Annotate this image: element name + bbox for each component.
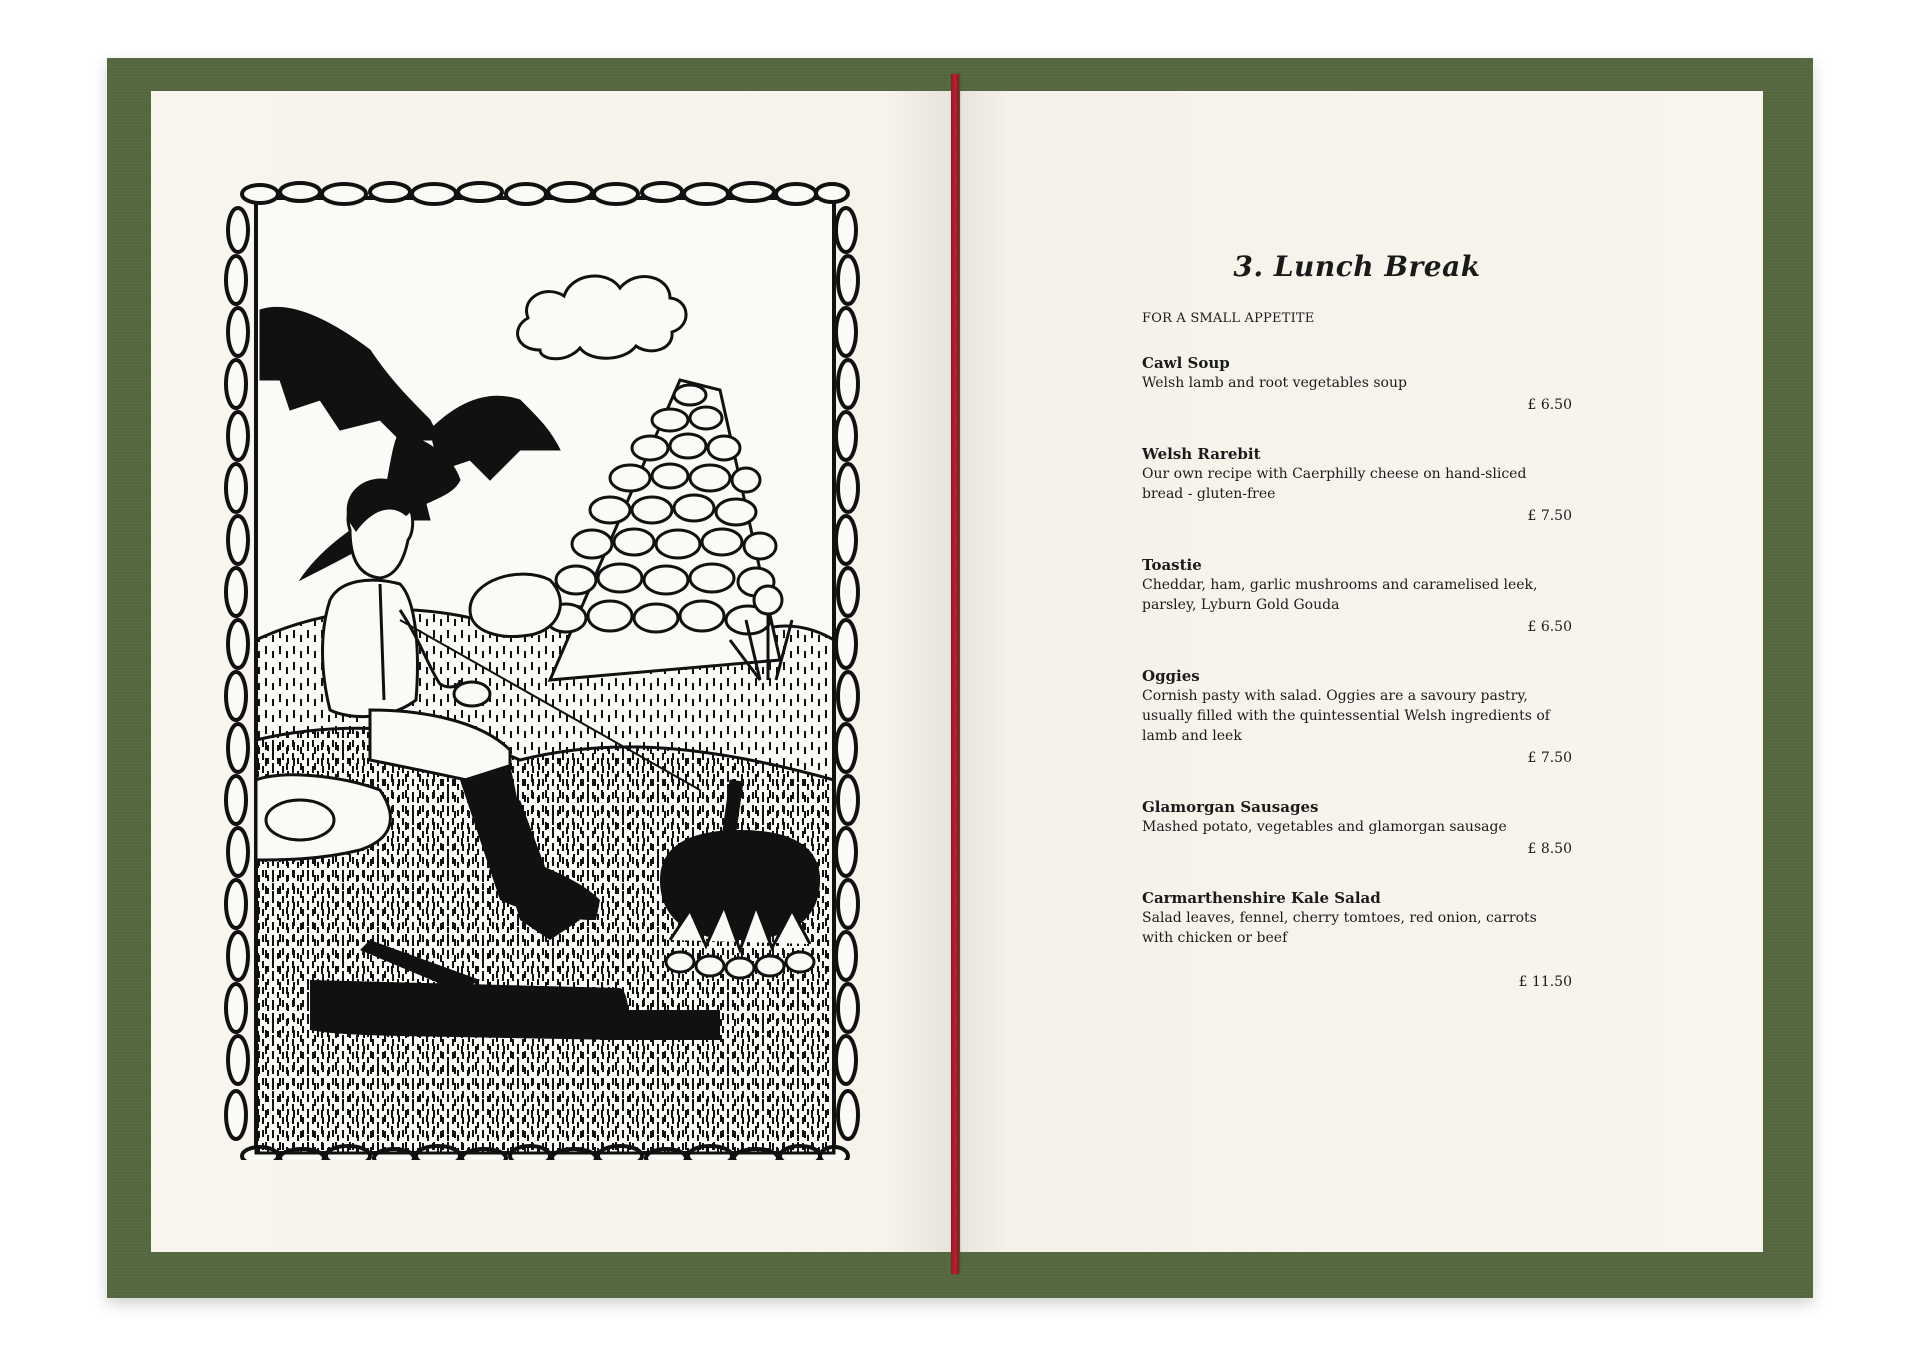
menu-item — [1142, 798, 1572, 859]
section-title: 3. Lunch Break — [1233, 250, 1481, 283]
item-name: Cawl Soup — [1142, 354, 1230, 372]
ribbon-bookmark — [951, 74, 959, 1274]
item-name: Welsh Rarebit — [1142, 445, 1261, 463]
item-price: £ 6.50 — [1527, 619, 1572, 635]
item-name: Glamorgan Sausages — [1142, 798, 1319, 816]
item-name: Carmarthenshire Kale Salad — [1142, 889, 1381, 907]
woodcut-illustration — [220, 180, 860, 1160]
item-description: Salad leaves, fennel, cherry tomtoes, red onion, carrots with chicken or beef — [1142, 910, 1537, 946]
menu-item — [1142, 556, 1572, 637]
menu-item — [1142, 889, 1572, 992]
item-description: Cheddar, ham, garlic mushrooms and caramelised leek, parsley, Lyburn Gold Gouda — [1142, 577, 1538, 613]
item-price: £ 8.50 — [1527, 841, 1572, 857]
menu-section — [1142, 250, 1572, 1022]
menu-item — [1142, 354, 1572, 415]
item-price: £ 7.50 — [1527, 508, 1572, 524]
item-name: Oggies — [1142, 667, 1200, 685]
item-price: £ 6.50 — [1527, 397, 1572, 413]
item-name: Toastie — [1142, 556, 1202, 574]
menu-item — [1142, 445, 1572, 526]
item-description: Cornish pasty with salad. Oggies are a savoury pastry, usually filled with the quintessential Welsh ingredients of lamb and leek — [1142, 688, 1550, 744]
menu-item — [1142, 667, 1572, 768]
item-description: Mashed potato, vegetables and glamorgan sausage — [1142, 819, 1507, 835]
item-description: Welsh lamb and root vegetables soup — [1142, 375, 1407, 391]
section-subtitle: FOR A SMALL APPETITE — [1142, 311, 1315, 326]
item-description: Our own recipe with Caerphilly cheese on hand-sliced bread - gluten-free — [1142, 466, 1527, 502]
item-price: £ 11.50 — [1518, 974, 1572, 990]
item-price: £ 7.50 — [1527, 750, 1572, 766]
